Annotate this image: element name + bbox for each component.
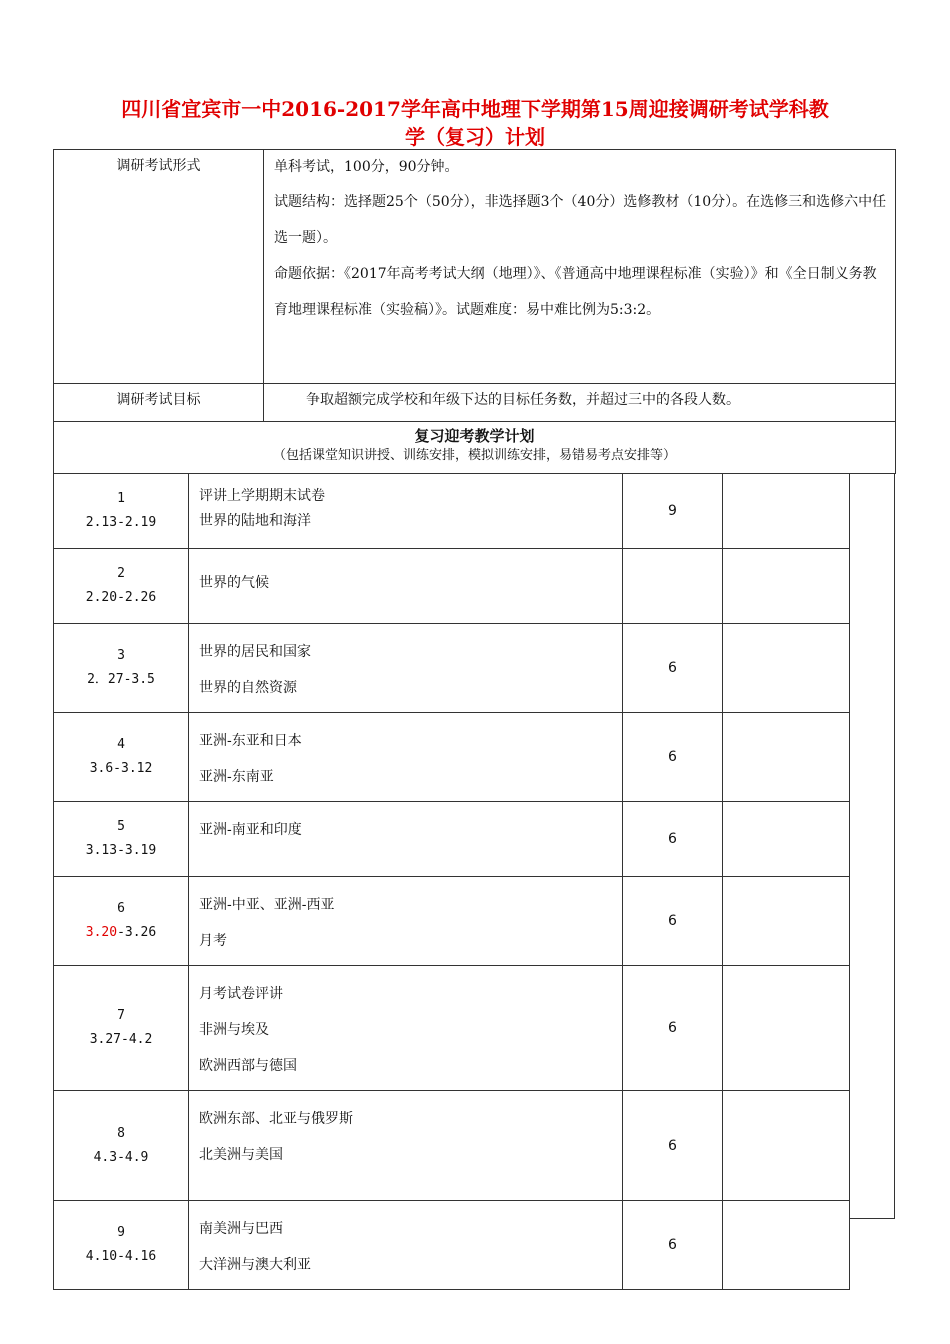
week-dates-rest: -3.26 — [117, 925, 157, 940]
week-hours: 6 — [623, 1201, 723, 1290]
week-hours: 6 — [623, 966, 723, 1091]
week-notes — [723, 1201, 850, 1290]
week-content — [189, 877, 623, 966]
exam-goal-row — [54, 384, 896, 422]
week-cell — [54, 877, 189, 966]
week-topic: 南美洲与巴西 — [199, 1221, 283, 1237]
week-cell — [54, 713, 189, 802]
week-dates: 3.13-3.19 — [85, 843, 157, 858]
title-line-1: 四川省宜宾市一中2016-2017学年高中地理下学期第15周迎接调研考试学科教 — [121, 97, 829, 121]
week-topic: 月考 — [199, 933, 227, 949]
week-dates-highlight: 3.20 — [85, 925, 118, 940]
week-dates: 3.6-3.12 — [89, 761, 153, 776]
week-cell — [54, 1201, 189, 1290]
week-topic: 大洋洲与澳大利亚 — [199, 1257, 311, 1273]
week-number: 1 — [117, 491, 125, 506]
week-hours — [623, 549, 723, 624]
week-cell — [54, 966, 189, 1091]
week-content — [189, 966, 623, 1091]
exam-form-label: 调研考试形式 — [54, 150, 264, 384]
exam-form-summary: 单科考试，100分，90分钟。 — [274, 159, 459, 175]
week-dates: 3.27-4.2 — [89, 1032, 153, 1047]
week-topic: 世界的陆地和海洋 — [199, 513, 311, 529]
week-topic: 欧洲东部、北亚与俄罗斯 — [199, 1111, 353, 1127]
exam-structure: 试题结构：选择题25个（50分），非选择题3个（40分）选修教材（10分）。在选修三和选修六中任选一题）。 — [274, 194, 887, 246]
week-content — [189, 713, 623, 802]
week-notes — [723, 966, 850, 1091]
exam-info-table — [53, 149, 896, 474]
week-dates — [54, 921, 188, 945]
week-content — [189, 624, 623, 713]
week-content — [189, 802, 623, 877]
exam-form-content — [264, 150, 896, 384]
week-number: 9 — [117, 1225, 125, 1240]
week-notes — [723, 474, 850, 549]
week-row — [54, 713, 850, 802]
week-hours: 9 — [623, 474, 723, 549]
week-topic: 北美洲与美国 — [199, 1147, 283, 1163]
week-row — [54, 877, 850, 966]
week-content — [189, 549, 623, 624]
week-dates: 4.3-4.9 — [93, 1149, 149, 1165]
week-topic: 世界的自然资源 — [199, 680, 297, 696]
week-content — [189, 474, 623, 549]
week-hours: 6 — [623, 624, 723, 713]
title-line-2: 学（复习）计划 — [405, 125, 545, 149]
week-dates: 4.10-4.16 — [85, 1249, 157, 1264]
week-dates: 2.13-2.19 — [85, 515, 157, 530]
week-row — [54, 1091, 850, 1201]
table-right-margin — [849, 473, 895, 1219]
week-topic: 评讲上学期期末试卷 — [199, 488, 325, 504]
week-hours: 6 — [623, 802, 723, 877]
week-row — [54, 624, 850, 713]
week-number: 8 — [117, 1125, 125, 1141]
week-number: 3 — [117, 648, 125, 663]
week-number: 7 — [117, 1008, 125, 1023]
week-cell — [54, 624, 189, 713]
week-cell — [54, 549, 189, 624]
week-topic: 亚洲-南亚和印度 — [199, 822, 302, 838]
week-cell — [54, 1091, 189, 1201]
week-row — [54, 1201, 850, 1290]
page-title — [60, 95, 890, 151]
week-number: 5 — [117, 819, 125, 834]
week-content — [189, 1201, 623, 1290]
week-row — [54, 474, 850, 549]
weekly-plan-table — [53, 473, 850, 1290]
plan-subheading: （包括课堂知识讲授、训练安排，模拟训练安排，易错易考点安排等） — [272, 448, 676, 463]
week-topic: 欧洲西部与德国 — [199, 1058, 297, 1074]
week-hours: 6 — [623, 713, 723, 802]
plan-header — [54, 422, 896, 474]
week-dates: 2.20-2.26 — [85, 590, 157, 605]
week-cell — [54, 802, 189, 877]
week-notes — [723, 1091, 850, 1201]
exam-goal-text: 争取超额完成学校和年级下达的目标任务数，并超过三中的各段人数。 — [264, 384, 896, 422]
plan-heading: 复习迎考教学计划 — [414, 427, 535, 445]
week-notes — [723, 549, 850, 624]
week-topic: 亚洲-东亚和日本 — [199, 733, 302, 749]
week-notes — [723, 624, 850, 713]
week-topic: 世界的居民和国家 — [199, 644, 311, 660]
exam-basis: 命题依据：《2017年高考考试大纲（地理）》、《普通高中地理课程标准（实验）》和《全日制义务教育地理课程标准（实验稿）》。试题难度：易中难比例为5:3:2。 — [274, 266, 877, 318]
exam-form-row — [54, 150, 896, 384]
week-number: 6 — [117, 901, 125, 916]
week-row — [54, 966, 850, 1091]
week-notes — [723, 877, 850, 966]
week-topic: 非洲与埃及 — [199, 1022, 269, 1038]
week-notes — [723, 713, 850, 802]
week-content — [189, 1091, 623, 1201]
week-number: 4 — [117, 737, 125, 752]
week-row — [54, 549, 850, 624]
exam-goal-label: 调研考试目标 — [54, 384, 264, 422]
week-cell — [54, 474, 189, 549]
week-hours: 6 — [623, 877, 723, 966]
week-topic: 亚洲-中亚、亚洲-西亚 — [199, 897, 335, 913]
week-hours: 6 — [623, 1091, 723, 1201]
plan-header-row — [54, 422, 896, 474]
week-number: 2 — [117, 566, 125, 581]
week-topic: 世界的气候 — [199, 575, 269, 591]
week-row — [54, 802, 850, 877]
week-notes — [723, 802, 850, 877]
week-dates: 2．27-3.5 — [87, 672, 155, 687]
week-topic: 亚洲-东南亚 — [199, 769, 274, 785]
week-topic: 月考试卷评讲 — [199, 986, 283, 1002]
